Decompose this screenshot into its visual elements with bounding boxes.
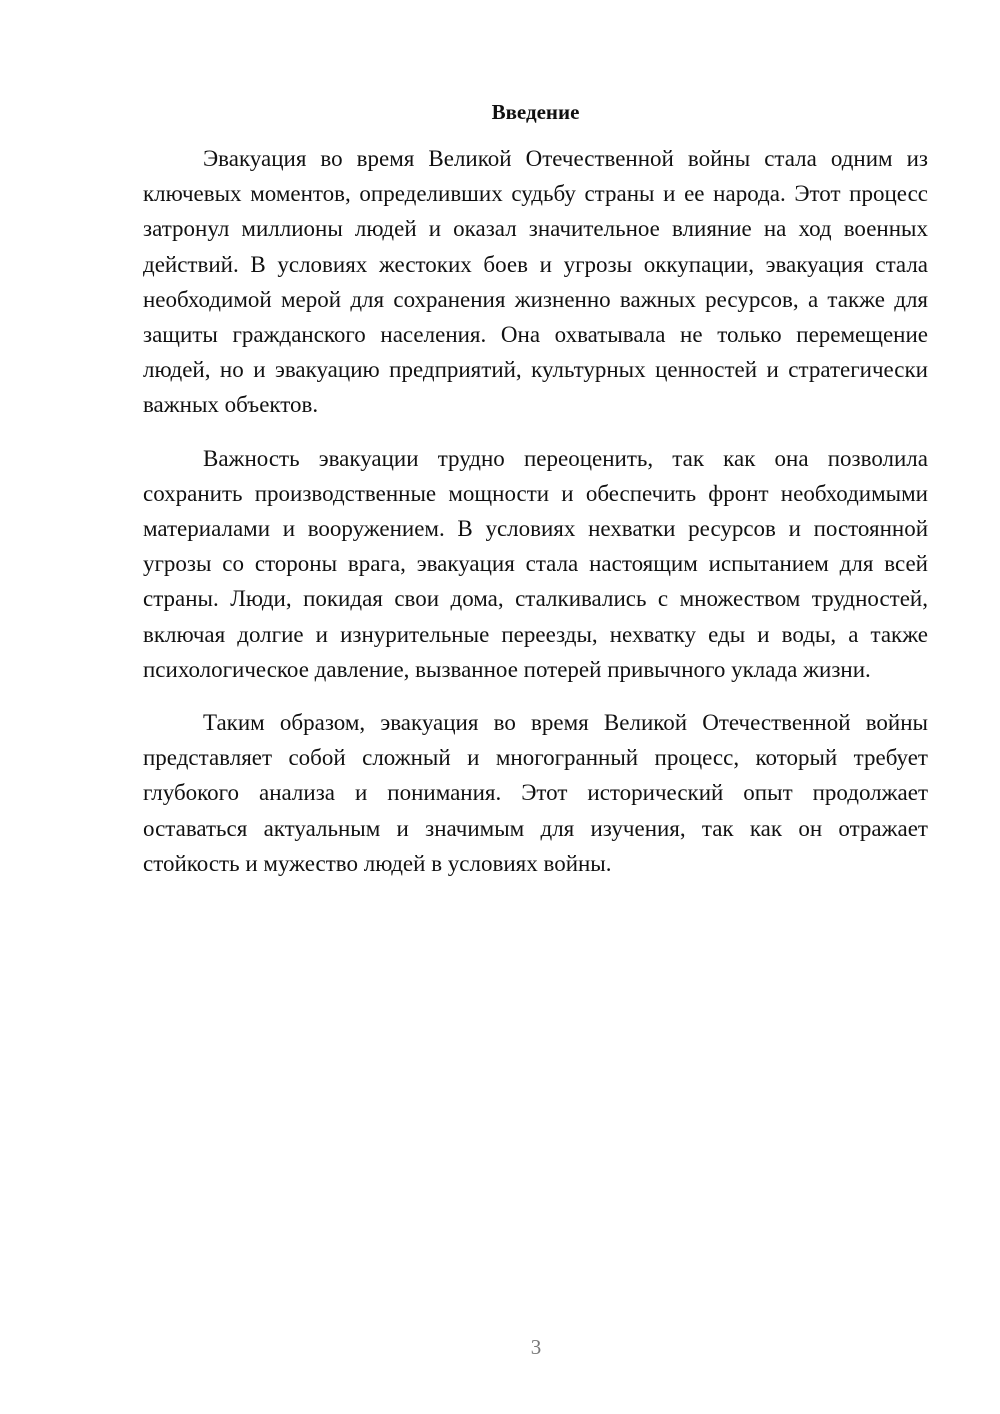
body-text (143, 141, 928, 899)
paragraph-1: Эвакуация во время Великой Отечественной войны стала одним из ключевых моментов, определивших судьбу страны и ее народа. Этот процесс затронул миллионы людей и оказал значительное влияние на ход военных действий. В условиях жестоких боев и угрозы оккупации, эвакуация стала необходимой мерой для сохранения жизненно важных ресурсов, а также для защиты гражданского населения. Она охватывала не только перемещение людей, но и эвакуацию предприятий, культурных ценностей и стратегически важных объектов. (143, 146, 928, 418)
page-number: 3 (530, 1335, 542, 1359)
paragraph-3: Таким образом, эвакуация во время Великой Отечественной войны представляет собой сложный и многогранный процесс, который требует глубокого анализа и понимания. Этот исторический опыт продолжает оставаться актуальным и значимым для изучения, так как он отражает стойкость и мужество людей в условиях войны. (143, 710, 928, 876)
section-heading: Введение (491, 100, 580, 124)
paragraph-2: Важность эвакуации трудно переоценить, так как она позволила сохранить производственные мощности и обеспечить фронт необходимыми материалами и вооружением. В условиях нехватки ресурсов и постоянной угрозы со стороны врага, эвакуация стала настоящим испытанием для всей страны. Люди, покидая свои дома, сталкивались с множеством трудностей, включая долгие и изнурительные переезды, нехватку еды и воды, а также психологическое давление, вызванное потерей привычного уклада жизни. (143, 445, 928, 682)
